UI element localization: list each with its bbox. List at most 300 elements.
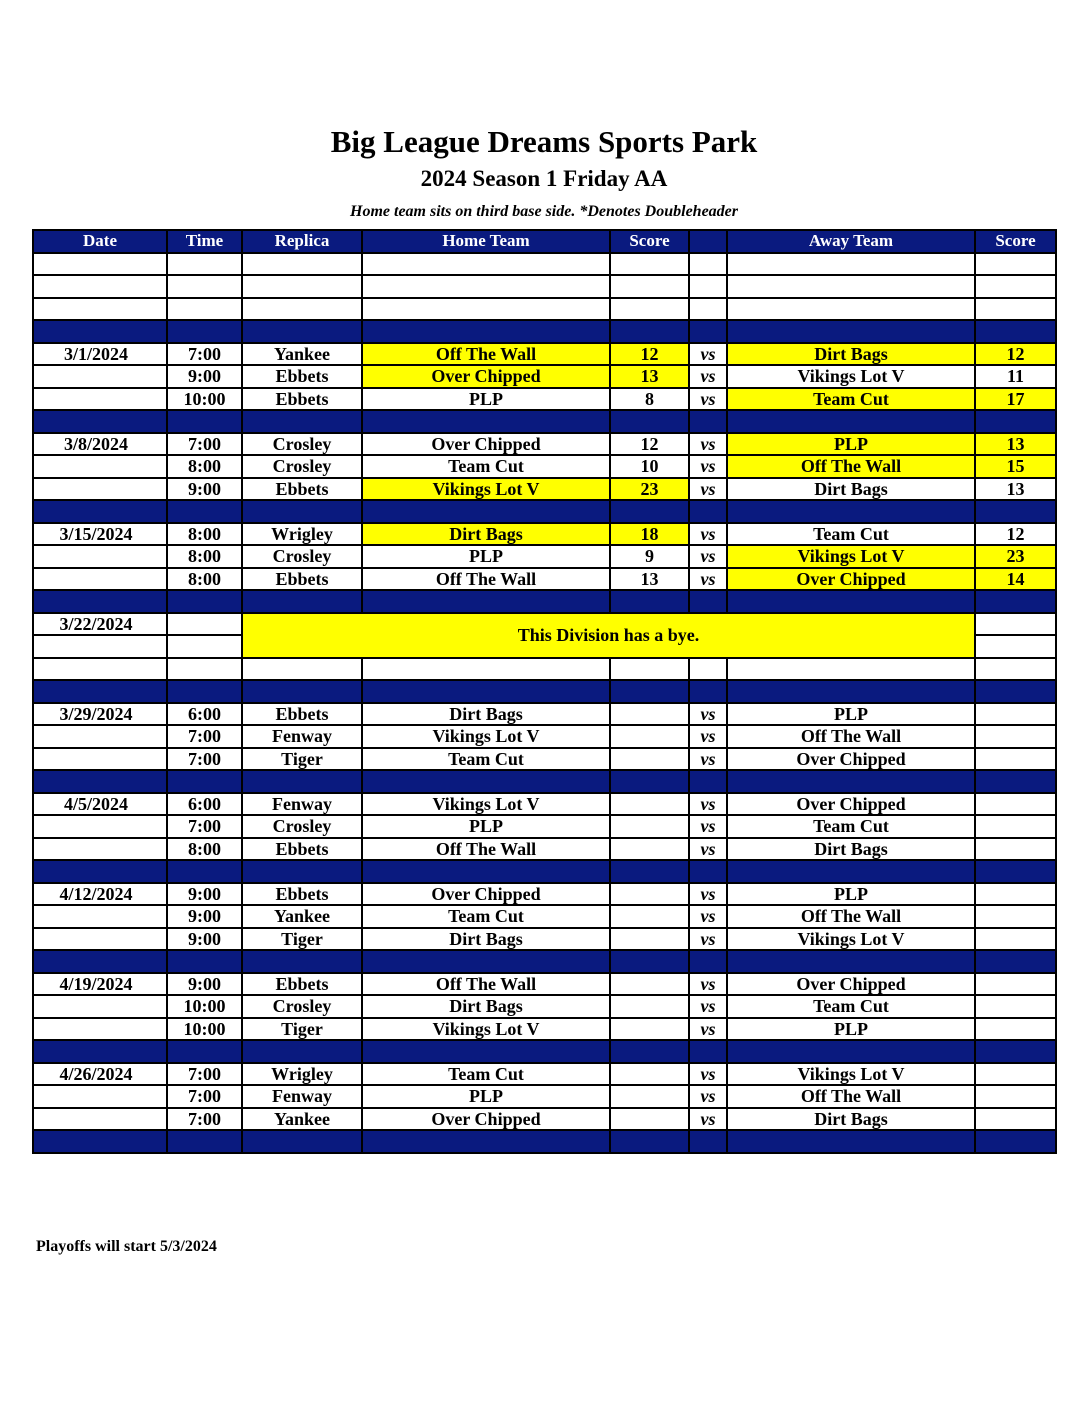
time-cell: 7:00	[167, 748, 242, 771]
vs-label: vs	[689, 838, 727, 861]
away-score-cell	[975, 1085, 1056, 1108]
empty-cell	[975, 860, 1056, 883]
home-score-cell	[610, 1018, 689, 1041]
home-score-cell: 8	[610, 388, 689, 411]
empty-cell	[167, 500, 242, 523]
date-cell	[33, 748, 167, 771]
empty-cell	[242, 590, 362, 613]
empty-cell	[33, 275, 167, 298]
empty-cell	[727, 658, 975, 681]
empty-cell	[610, 298, 689, 321]
empty-cell	[610, 253, 689, 276]
empty-cell	[727, 500, 975, 523]
page-subtitle: 2024 Season 1 Friday AA	[420, 166, 668, 191]
empty-cell	[362, 253, 610, 276]
empty-cell	[167, 1130, 242, 1153]
time-cell: 7:00	[167, 815, 242, 838]
game-row	[33, 568, 1056, 591]
game-row	[33, 815, 1056, 838]
empty-cell	[33, 680, 167, 703]
away-team-cell: Off The Wall	[727, 1085, 975, 1108]
away-score-cell: 13	[975, 478, 1056, 501]
empty-cell	[975, 253, 1056, 276]
time-cell: 10:00	[167, 388, 242, 411]
vs-label: vs	[689, 815, 727, 838]
schedule-body	[33, 253, 1056, 1153]
home-score-cell	[610, 995, 689, 1018]
empty-cell	[33, 253, 167, 276]
empty-cell	[975, 635, 1056, 658]
home-team-cell: Vikings Lot V	[362, 478, 610, 501]
time-cell: 6:00	[167, 793, 242, 816]
game-row	[33, 523, 1056, 546]
time-cell: 7:00	[167, 343, 242, 366]
home-score-cell: 12	[610, 433, 689, 456]
replica-cell: Wrigley	[242, 1063, 362, 1086]
away-score-cell	[975, 1063, 1056, 1086]
time-cell: 9:00	[167, 973, 242, 996]
away-score-cell: 15	[975, 455, 1056, 478]
empty-cell	[242, 298, 362, 321]
home-score-cell: 9	[610, 545, 689, 568]
empty-cell	[689, 770, 727, 793]
game-row	[33, 343, 1056, 366]
empty-cell	[167, 410, 242, 433]
away-score-cell	[975, 973, 1056, 996]
empty-cell	[362, 680, 610, 703]
blank-row	[33, 658, 1056, 681]
game-row	[33, 928, 1056, 951]
empty-cell	[610, 410, 689, 433]
empty-cell	[167, 590, 242, 613]
replica-cell: Yankee	[242, 343, 362, 366]
empty-cell	[727, 770, 975, 793]
empty-cell	[242, 253, 362, 276]
time-cell: 10:00	[167, 995, 242, 1018]
away-team-cell: Off The Wall	[727, 455, 975, 478]
away-team-cell: Team Cut	[727, 388, 975, 411]
empty-cell	[610, 1040, 689, 1063]
date-cell	[33, 1085, 167, 1108]
away-team-cell: Over Chipped	[727, 568, 975, 591]
date-cell	[33, 455, 167, 478]
vs-label: vs	[689, 478, 727, 501]
away-score-cell	[975, 838, 1056, 861]
home-score-cell	[610, 815, 689, 838]
empty-cell	[362, 950, 610, 973]
empty-cell	[242, 410, 362, 433]
empty-cell	[362, 658, 610, 681]
game-row	[33, 793, 1056, 816]
away-team-cell: Dirt Bags	[727, 838, 975, 861]
home-score-cell	[610, 793, 689, 816]
empty-cell	[727, 320, 975, 343]
time-cell: 7:00	[167, 1085, 242, 1108]
date-cell	[33, 838, 167, 861]
bye-row	[33, 613, 1056, 636]
away-team-cell: Team Cut	[727, 523, 975, 546]
vs-label: vs	[689, 748, 727, 771]
empty-cell	[689, 253, 727, 276]
away-score-cell: 13	[975, 433, 1056, 456]
time-cell: 8:00	[167, 568, 242, 591]
home-score-cell	[610, 703, 689, 726]
empty-cell	[689, 950, 727, 973]
away-score-cell	[975, 815, 1056, 838]
date-cell	[33, 725, 167, 748]
time-cell: 9:00	[167, 905, 242, 928]
game-row	[33, 883, 1056, 906]
home-team-cell: Off The Wall	[362, 973, 610, 996]
home-team-cell: Over Chipped	[362, 365, 610, 388]
vs-label: vs	[689, 343, 727, 366]
empty-cell	[975, 950, 1056, 973]
home-team-cell: Dirt Bags	[362, 703, 610, 726]
home-score-cell: 13	[610, 365, 689, 388]
replica-cell: Crosley	[242, 455, 362, 478]
vs-label: vs	[689, 703, 727, 726]
empty-cell	[689, 410, 727, 433]
time-cell: 7:00	[167, 1108, 242, 1131]
col-header-date: Date	[33, 230, 167, 253]
empty-cell	[727, 275, 975, 298]
time-cell: 8:00	[167, 523, 242, 546]
empty-cell	[975, 275, 1056, 298]
game-row	[33, 905, 1056, 928]
empty-cell	[362, 770, 610, 793]
time-cell: 7:00	[167, 433, 242, 456]
empty-cell	[689, 860, 727, 883]
game-row	[33, 478, 1056, 501]
empty-cell	[242, 320, 362, 343]
vs-label: vs	[689, 725, 727, 748]
divider-row	[33, 860, 1056, 883]
game-row	[33, 838, 1056, 861]
blank-row	[33, 298, 1056, 321]
vs-label: vs	[689, 545, 727, 568]
game-row	[33, 703, 1056, 726]
divider-row	[33, 410, 1056, 433]
divider-row	[33, 950, 1056, 973]
empty-cell	[167, 1040, 242, 1063]
away-team-cell: Over Chipped	[727, 793, 975, 816]
home-team-cell: Over Chipped	[362, 433, 610, 456]
home-score-cell: 23	[610, 478, 689, 501]
away-score-cell: 17	[975, 388, 1056, 411]
home-team-cell: PLP	[362, 1085, 610, 1108]
home-team-cell: PLP	[362, 815, 610, 838]
empty-cell	[167, 680, 242, 703]
home-score-cell	[610, 973, 689, 996]
time-cell: 9:00	[167, 928, 242, 951]
away-team-cell: Dirt Bags	[727, 478, 975, 501]
empty-cell	[727, 950, 975, 973]
replica-cell: Wrigley	[242, 523, 362, 546]
away-team-cell: PLP	[727, 1018, 975, 1041]
away-team-cell: Team Cut	[727, 815, 975, 838]
home-team-cell: Vikings Lot V	[362, 793, 610, 816]
empty-cell	[33, 298, 167, 321]
empty-cell	[33, 590, 167, 613]
empty-cell	[167, 320, 242, 343]
replica-cell: Ebbets	[242, 568, 362, 591]
empty-cell	[727, 860, 975, 883]
vs-label: vs	[689, 433, 727, 456]
home-score-cell	[610, 748, 689, 771]
empty-cell	[610, 1130, 689, 1153]
game-row	[33, 1108, 1056, 1131]
game-row	[33, 725, 1056, 748]
replica-cell: Tiger	[242, 928, 362, 951]
home-team-cell: Team Cut	[362, 455, 610, 478]
away-team-cell: Vikings Lot V	[727, 928, 975, 951]
vs-label: vs	[689, 995, 727, 1018]
date-cell	[33, 545, 167, 568]
empty-cell	[975, 320, 1056, 343]
col-header-home-team: Home Team	[362, 230, 610, 253]
vs-label: vs	[689, 388, 727, 411]
home-team-cell: Vikings Lot V	[362, 1018, 610, 1041]
vs-label: vs	[689, 365, 727, 388]
vs-label: vs	[689, 568, 727, 591]
divider-row	[33, 500, 1056, 523]
replica-cell: Fenway	[242, 1085, 362, 1108]
away-team-cell: Dirt Bags	[727, 343, 975, 366]
replica-cell: Crosley	[242, 545, 362, 568]
empty-cell	[610, 950, 689, 973]
page-title: Big League Dreams Sports Park	[330, 124, 758, 159]
empty-cell	[167, 275, 242, 298]
page-note: Home team sits on third base side. *Denotes Doubleheader	[350, 203, 738, 220]
empty-cell	[362, 860, 610, 883]
empty-cell	[167, 253, 242, 276]
away-score-cell	[975, 883, 1056, 906]
away-team-cell: Off The Wall	[727, 725, 975, 748]
game-row	[33, 973, 1056, 996]
replica-cell: Yankee	[242, 1108, 362, 1131]
vs-label: vs	[689, 455, 727, 478]
col-header-away-score: Score	[975, 230, 1056, 253]
home-team-cell: Team Cut	[362, 748, 610, 771]
col-header-away-team: Away Team	[727, 230, 975, 253]
empty-cell	[33, 635, 167, 658]
replica-cell: Ebbets	[242, 388, 362, 411]
game-row	[33, 1018, 1056, 1041]
home-score-cell	[610, 838, 689, 861]
away-team-cell: Team Cut	[727, 995, 975, 1018]
divider-row	[33, 770, 1056, 793]
empty-cell	[167, 770, 242, 793]
home-team-cell: Dirt Bags	[362, 523, 610, 546]
time-cell: 8:00	[167, 545, 242, 568]
empty-cell	[242, 500, 362, 523]
empty-cell	[362, 298, 610, 321]
home-score-cell: 10	[610, 455, 689, 478]
home-score-cell	[610, 1063, 689, 1086]
empty-cell	[727, 410, 975, 433]
empty-cell	[33, 410, 167, 433]
empty-cell	[975, 1040, 1056, 1063]
empty-cell	[975, 1130, 1056, 1153]
date-cell: 3/22/2024	[33, 613, 167, 636]
time-cell: 8:00	[167, 838, 242, 861]
vs-label: vs	[689, 1018, 727, 1041]
divider-row	[33, 1130, 1056, 1153]
empty-cell	[727, 590, 975, 613]
home-team-cell: Dirt Bags	[362, 995, 610, 1018]
vs-label: vs	[689, 883, 727, 906]
home-score-cell	[610, 1085, 689, 1108]
empty-cell	[362, 500, 610, 523]
empty-cell	[727, 1040, 975, 1063]
date-cell: 4/26/2024	[33, 1063, 167, 1086]
date-cell	[33, 905, 167, 928]
vs-label: vs	[689, 973, 727, 996]
col-header-vs	[689, 230, 727, 253]
replica-cell: Fenway	[242, 725, 362, 748]
empty-cell	[33, 500, 167, 523]
header-row	[33, 230, 1056, 253]
empty-cell	[610, 860, 689, 883]
time-cell: 6:00	[167, 703, 242, 726]
replica-cell: Fenway	[242, 793, 362, 816]
schedule-table	[32, 229, 1057, 1154]
empty-cell	[242, 275, 362, 298]
empty-cell	[727, 680, 975, 703]
empty-cell	[362, 1130, 610, 1153]
col-header-home-score: Score	[610, 230, 689, 253]
empty-cell	[689, 298, 727, 321]
empty-cell	[33, 658, 167, 681]
time-cell: 9:00	[167, 365, 242, 388]
empty-cell	[242, 860, 362, 883]
home-team-cell: PLP	[362, 545, 610, 568]
time-cell: 9:00	[167, 478, 242, 501]
empty-cell	[167, 860, 242, 883]
away-score-cell: 12	[975, 343, 1056, 366]
vs-label: vs	[689, 905, 727, 928]
date-cell: 4/5/2024	[33, 793, 167, 816]
away-score-cell	[975, 793, 1056, 816]
empty-cell	[975, 410, 1056, 433]
bye-message: This Division has a bye.	[242, 613, 975, 658]
empty-cell	[689, 275, 727, 298]
time-cell: 7:00	[167, 725, 242, 748]
replica-cell: Ebbets	[242, 973, 362, 996]
game-row	[33, 1085, 1056, 1108]
empty-cell	[33, 950, 167, 973]
home-score-cell: 13	[610, 568, 689, 591]
away-score-cell	[975, 905, 1056, 928]
empty-cell	[362, 1040, 610, 1063]
divider-row	[33, 320, 1056, 343]
away-team-cell: Off The Wall	[727, 905, 975, 928]
away-score-cell: 14	[975, 568, 1056, 591]
replica-cell: Ebbets	[242, 703, 362, 726]
time-cell: 8:00	[167, 455, 242, 478]
empty-cell	[689, 590, 727, 613]
away-score-cell: 12	[975, 523, 1056, 546]
replica-cell: Tiger	[242, 748, 362, 771]
date-cell: 4/19/2024	[33, 973, 167, 996]
away-team-cell: PLP	[727, 883, 975, 906]
game-row	[33, 433, 1056, 456]
empty-cell	[975, 613, 1056, 636]
empty-cell	[242, 1130, 362, 1153]
replica-cell: Crosley	[242, 815, 362, 838]
empty-cell	[975, 680, 1056, 703]
away-team-cell: PLP	[727, 703, 975, 726]
empty-cell	[242, 950, 362, 973]
away-score-cell	[975, 1018, 1056, 1041]
empty-cell	[242, 658, 362, 681]
empty-cell	[975, 658, 1056, 681]
date-cell	[33, 388, 167, 411]
replica-cell: Ebbets	[242, 478, 362, 501]
date-cell	[33, 1108, 167, 1131]
vs-label: vs	[689, 793, 727, 816]
date-cell	[33, 568, 167, 591]
date-cell	[33, 928, 167, 951]
away-score-cell	[975, 748, 1056, 771]
away-score-cell	[975, 725, 1056, 748]
home-team-cell: Vikings Lot V	[362, 725, 610, 748]
empty-cell	[975, 298, 1056, 321]
empty-cell	[975, 770, 1056, 793]
date-cell: 3/15/2024	[33, 523, 167, 546]
away-score-cell	[975, 995, 1056, 1018]
away-team-cell: Vikings Lot V	[727, 545, 975, 568]
away-score-cell	[975, 928, 1056, 951]
date-cell	[33, 365, 167, 388]
game-row	[33, 1063, 1056, 1086]
vs-label: vs	[689, 1108, 727, 1131]
empty-cell	[975, 500, 1056, 523]
home-score-cell	[610, 725, 689, 748]
game-row	[33, 545, 1056, 568]
replica-cell: Crosley	[242, 995, 362, 1018]
game-row	[33, 365, 1056, 388]
time-cell: 7:00	[167, 1063, 242, 1086]
empty-cell	[362, 590, 610, 613]
home-team-cell: Team Cut	[362, 1063, 610, 1086]
empty-cell	[610, 590, 689, 613]
blank-row	[33, 253, 1056, 276]
blank-row	[33, 275, 1056, 298]
empty-cell	[242, 770, 362, 793]
empty-cell	[689, 658, 727, 681]
away-team-cell: Over Chipped	[727, 973, 975, 996]
empty-cell	[610, 680, 689, 703]
replica-cell: Yankee	[242, 905, 362, 928]
game-row	[33, 748, 1056, 771]
empty-cell	[975, 590, 1056, 613]
vs-label: vs	[689, 1085, 727, 1108]
away-team-cell: Over Chipped	[727, 748, 975, 771]
home-score-cell	[610, 883, 689, 906]
empty-cell	[727, 1130, 975, 1153]
empty-cell	[33, 1040, 167, 1063]
home-team-cell: Off The Wall	[362, 343, 610, 366]
date-cell	[33, 815, 167, 838]
away-score-cell: 11	[975, 365, 1056, 388]
empty-cell	[610, 320, 689, 343]
game-row	[33, 388, 1056, 411]
empty-cell	[610, 770, 689, 793]
home-team-cell: Over Chipped	[362, 883, 610, 906]
replica-cell: Ebbets	[242, 883, 362, 906]
away-team-cell: PLP	[727, 433, 975, 456]
